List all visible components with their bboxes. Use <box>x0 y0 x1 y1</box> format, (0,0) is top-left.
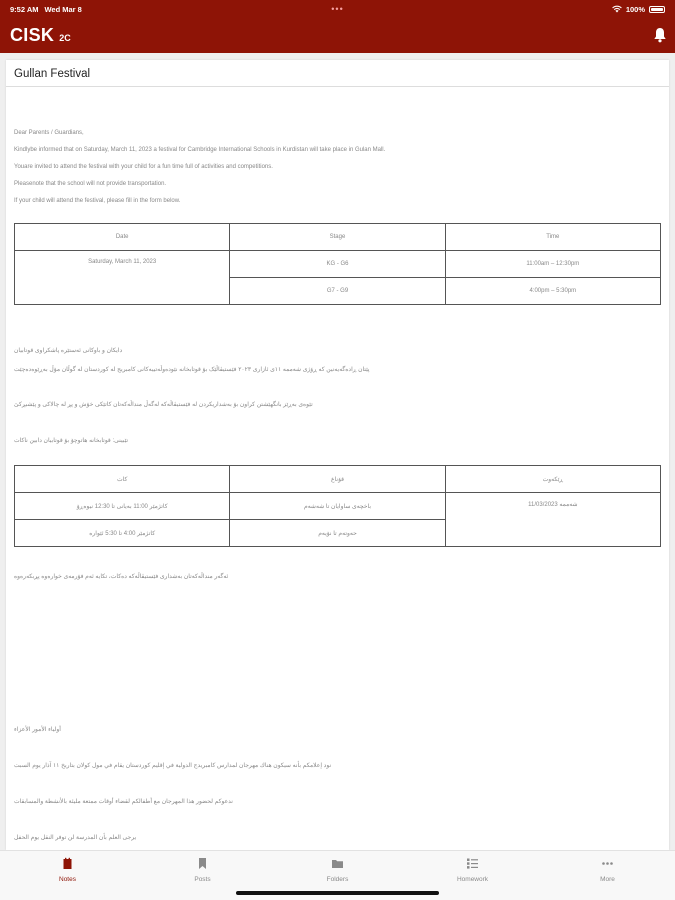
table-cell: کاتژمێر 4:00 تا 5:30 ئێوارە <box>15 520 230 547</box>
tab-label: Posts <box>194 876 211 883</box>
schedule-table-en <box>14 223 661 305</box>
status-bar <box>0 0 675 18</box>
app-class-label: 2C <box>59 33 71 43</box>
note-title: Gullan Festival <box>6 60 669 87</box>
note-detail <box>6 60 669 850</box>
bell-icon[interactable] <box>653 27 667 43</box>
app-bar <box>0 18 675 53</box>
paragraph: Kindlybe informed that on Saturday, March 11, 2023 a festival for Cambridge International Schools in Kurdistan will take place in Gulan Mall. <box>14 147 386 153</box>
tab-more[interactable] <box>540 851 675 900</box>
paragraph: ندعوكم لحضور هذا المهرجان مع أطفالكم لقضاء أوقات ممتعة مليئة بالأنشطة والمسابقات <box>14 799 233 805</box>
table-row <box>15 493 661 520</box>
table-header: Stage <box>230 224 445 251</box>
paragraph: ئەگەر منداڵەکەتان بەشداری فێستیڤاڵەکە دەکات، تکایە ئەم فۆرمەی خوارەوە پڕبکەرەوە <box>14 574 229 580</box>
tab-label: Folders <box>326 876 349 883</box>
paragraph: يرجى العلم بأن المدرسة لن توفر النقل يوم الحفل <box>14 835 137 841</box>
table-cell: KG - G6 <box>230 251 445 278</box>
table-cell-date: Saturday, March 11, 2023 <box>15 251 230 305</box>
paragraph: أولياء الأمور الأعزاء <box>14 727 61 733</box>
schedule-table-ku <box>14 465 661 547</box>
more-dots-icon <box>601 857 614 870</box>
app-title: CISK <box>10 25 55 45</box>
paragraph: Pleasenote that the school will not provide transportation. <box>14 181 167 187</box>
paragraph: Youare invited to attend the festival with your child for a fun time full of activities and competitions. <box>14 164 273 170</box>
status-date: Wed Mar 8 <box>44 4 82 14</box>
table-header: قۆناغ <box>230 466 445 493</box>
paragraph: Dear Parents / Guardians, <box>14 130 84 136</box>
english-section <box>6 87 669 205</box>
status-time: 9:52 AM <box>10 4 39 14</box>
table-cell: 11:00am – 12:30pm <box>445 251 660 278</box>
paragraph: نود إعلامكم بأنه سيكون هناك مهرجان لمدارس كامبريدج الدولية في إقليم كوردستان يقام في مول كولان بتاريخ ١١ آذار يوم السبت <box>14 763 332 769</box>
table-header: Date <box>15 224 230 251</box>
tab-label: More <box>600 876 615 883</box>
table-header: کات <box>15 466 230 493</box>
checklist-icon <box>466 857 479 870</box>
paragraph: پێتان ڕادەگەیەنین کە ڕۆژی شەممە ١١ی ئازاری ٢٠٢٣ فێستیڤاڵێک بۆ قوتابخانە نێودەوڵەتییەکانی کامبریج لە کوردستان لە گوڵان مۆڵ بەڕێوەدەچێت <box>14 367 370 373</box>
folder-icon <box>331 857 344 870</box>
table-cell: 4:00pm – 5:30pm <box>445 278 660 305</box>
battery-icon <box>649 6 665 13</box>
table-header: ڕێکەوت <box>445 466 660 493</box>
tab-notes[interactable] <box>0 851 135 900</box>
table-cell: G7 - G9 <box>230 278 445 305</box>
table-row <box>15 466 661 493</box>
bottom-tab-bar <box>0 850 675 900</box>
paragraph: تێوەی بەڕێز بانگهێشتن کراون بۆ بەشداریکردن لە فێستیڤاڵەکە لەگەڵ منداڵەکەتان کاتێکی خۆش و پڕ لە چالاکی و پێشبڕکێ <box>14 402 313 408</box>
paragraph: تێبینی: قوتابخانە هاتوچۆ بۆ قوتابیان دابین ناکات <box>14 438 129 444</box>
table-cell: کاتژمێر 11:00 بەیانی تا 12:30 نیوەڕۆ <box>15 493 230 520</box>
table-header: Time <box>445 224 660 251</box>
table-cell-date: شەممە 11/03/2023 <box>445 493 660 547</box>
wifi-icon <box>612 5 622 13</box>
table-cell: باخچەی ساوایان تا شەشەم <box>230 493 445 520</box>
tab-label: Notes <box>59 876 76 883</box>
home-indicator[interactable] <box>236 891 439 895</box>
bookmark-icon <box>196 857 209 870</box>
paragraph: دایکان و باوکانی ئەستێرە پاشکراوی قوتابیان <box>14 348 123 354</box>
multitasking-dots[interactable]: ••• <box>331 4 344 14</box>
kurdish-section <box>6 305 669 445</box>
table-row <box>15 224 661 251</box>
table-cell: حەوتەم تا نۆیەم <box>230 520 445 547</box>
arabic-section <box>6 590 669 842</box>
paragraph: If your child will attend the festival, please fill in the form below. <box>14 198 181 204</box>
tab-label: Homework <box>456 876 489 883</box>
table-row <box>15 251 661 278</box>
notes-icon <box>61 857 74 870</box>
battery-percent: 100% <box>625 4 645 14</box>
